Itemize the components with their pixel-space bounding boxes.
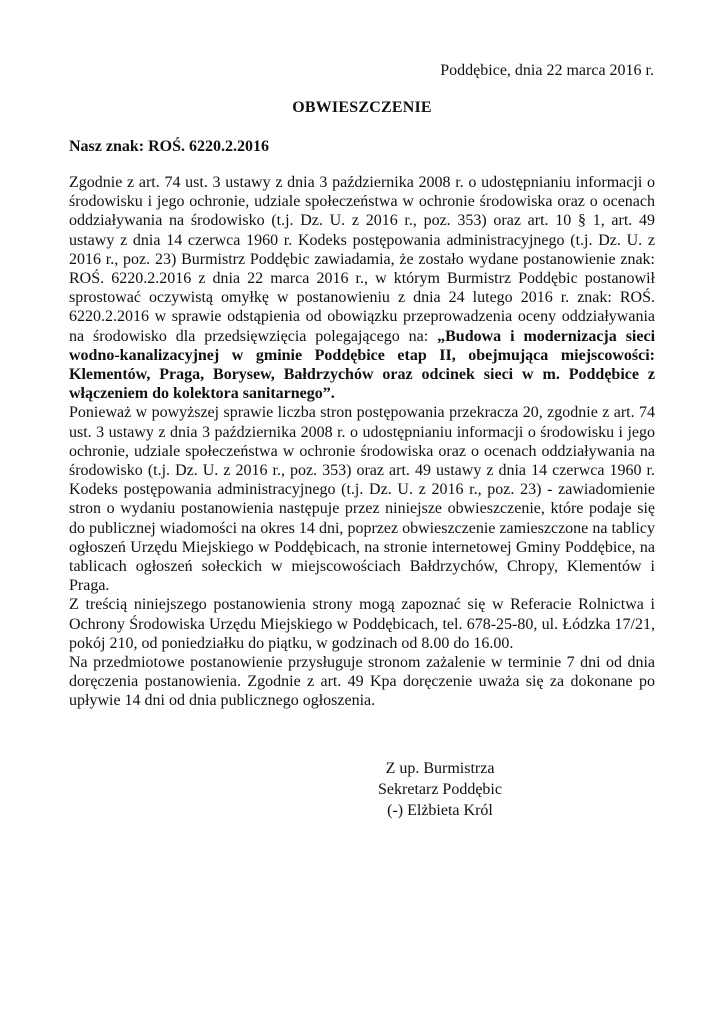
date-line: Poddębice, dnia 22 marca 2016 r. — [440, 62, 654, 79]
paragraph-3: Z treścią niniejszego postanowienia strony mogą zapoznać się w Referacie Rolnictwa i Ochrony Środowiska Urzędu Miejskiego w Poddębicach, tel. 678-25-80, ul. Łódzka 17/21, pokój 210, od poniedziałku do piątku, w godzinach od 8.00 do 16.00. — [69, 596, 655, 652]
project-name: „Budowa i modernizacja sieci wodno-kanalizacyjnej w gminie Poddębice etap II, obejmująca miejscowości: Klementów, Praga, Borysew, Bałdrzychów oraz odcinek sieci w m. Poddębice z włączeniem do kolektora sanitarnego”. — [69, 327, 656, 403]
paragraph-1-text: Zgodnie z art. 74 ust. 3 ustawy z dnia 3 października 2008 r. o udostępnianiu informacji o środowisku i jego ochronie, udziale społeczeństwa w ochronie środowiska oraz o ocenach oddziaływania na środowisko (t.j. Dz. U. z 2016 r., poz. 353) oraz art. 10 § 1, art. 49 ustawy z dnia 14 czerwca 1960 r. Kodeks postępowania administracyjnego (t.j. Dz. U. z 2016 r., poz. 23) Burmistrz Poddębic zawiadamia, że zostało wydane postanowienie znak: ROŚ. 6220.2.2016 z dnia 22 marca 2016 r., w którym Burmistrz Poddębic postanowił sprostować oczywistą omyłkę w postanowieniu z dnia 24 lutego 2016 r. znak: ROŚ. 6220.2.2016 w sprawie odstąpienia od obowiązku przeprowadzenia oceny oddziaływania na środowisko dla przedsięwzięcia polegającego na: — [69, 174, 655, 345]
document-body — [69, 173, 655, 711]
paragraph-4: Na przedmiotowe postanowienie przysługuje stronom zażalenie w terminie 7 dni od dnia doręczenia postanowienia. Zgodnie z art. 49 Kpa doręczenie uważa się za dokonane po upływie 14 dni od dnia publicznego ogłoszenia. — [69, 654, 655, 710]
paragraph-1 — [69, 173, 655, 403]
paragraph-2: Ponieważ w powyższej sprawie liczba stron postępowania przekracza 20, zgodnie z art. 74 ust. 3 ustawy z dnia 3 października 2008 r. o udostępnianiu informacji o środowisku i jego ochronie, udziale społeczeństwa w ochronie środowiska oraz o ocenach oddziaływania na środowisko (t.j. Dz. U. z 2016 r., poz. 353) oraz art. 49 ustawy z dnia 14 czerwca 1960 r. Kodeks postępowania administracyjnego (t.j. Dz. U. z 2016 r., poz. 23) - zawiadomienie stron o wydaniu postanowienia następuje przez niniejsze obwieszczenie, które podaje się do publicznej wiadomości na okres 14 dni, poprzez obwieszczenie zamieszczone na tablicy ogłoszeń Urzędu Miejskiego w Poddębicach, na stronie internetowej Gminy Poddębice, na tablicach ogłoszeń sołeckich w miejscowościach Bałdrzychów, Chropy, Klementów i Praga. — [69, 404, 655, 595]
reference-number: Nasz znak: ROŚ. 6220.2.2016 — [69, 138, 270, 155]
signature-line-2: Sekretarz Poddębic — [378, 781, 502, 798]
signature-block — [340, 758, 540, 821]
signature-line-3: (-) Elżbieta Król — [387, 802, 493, 819]
signature-line-1: Z up. Burmistrza — [385, 760, 495, 777]
document-title: OBWIESZCZENIE — [292, 99, 432, 116]
